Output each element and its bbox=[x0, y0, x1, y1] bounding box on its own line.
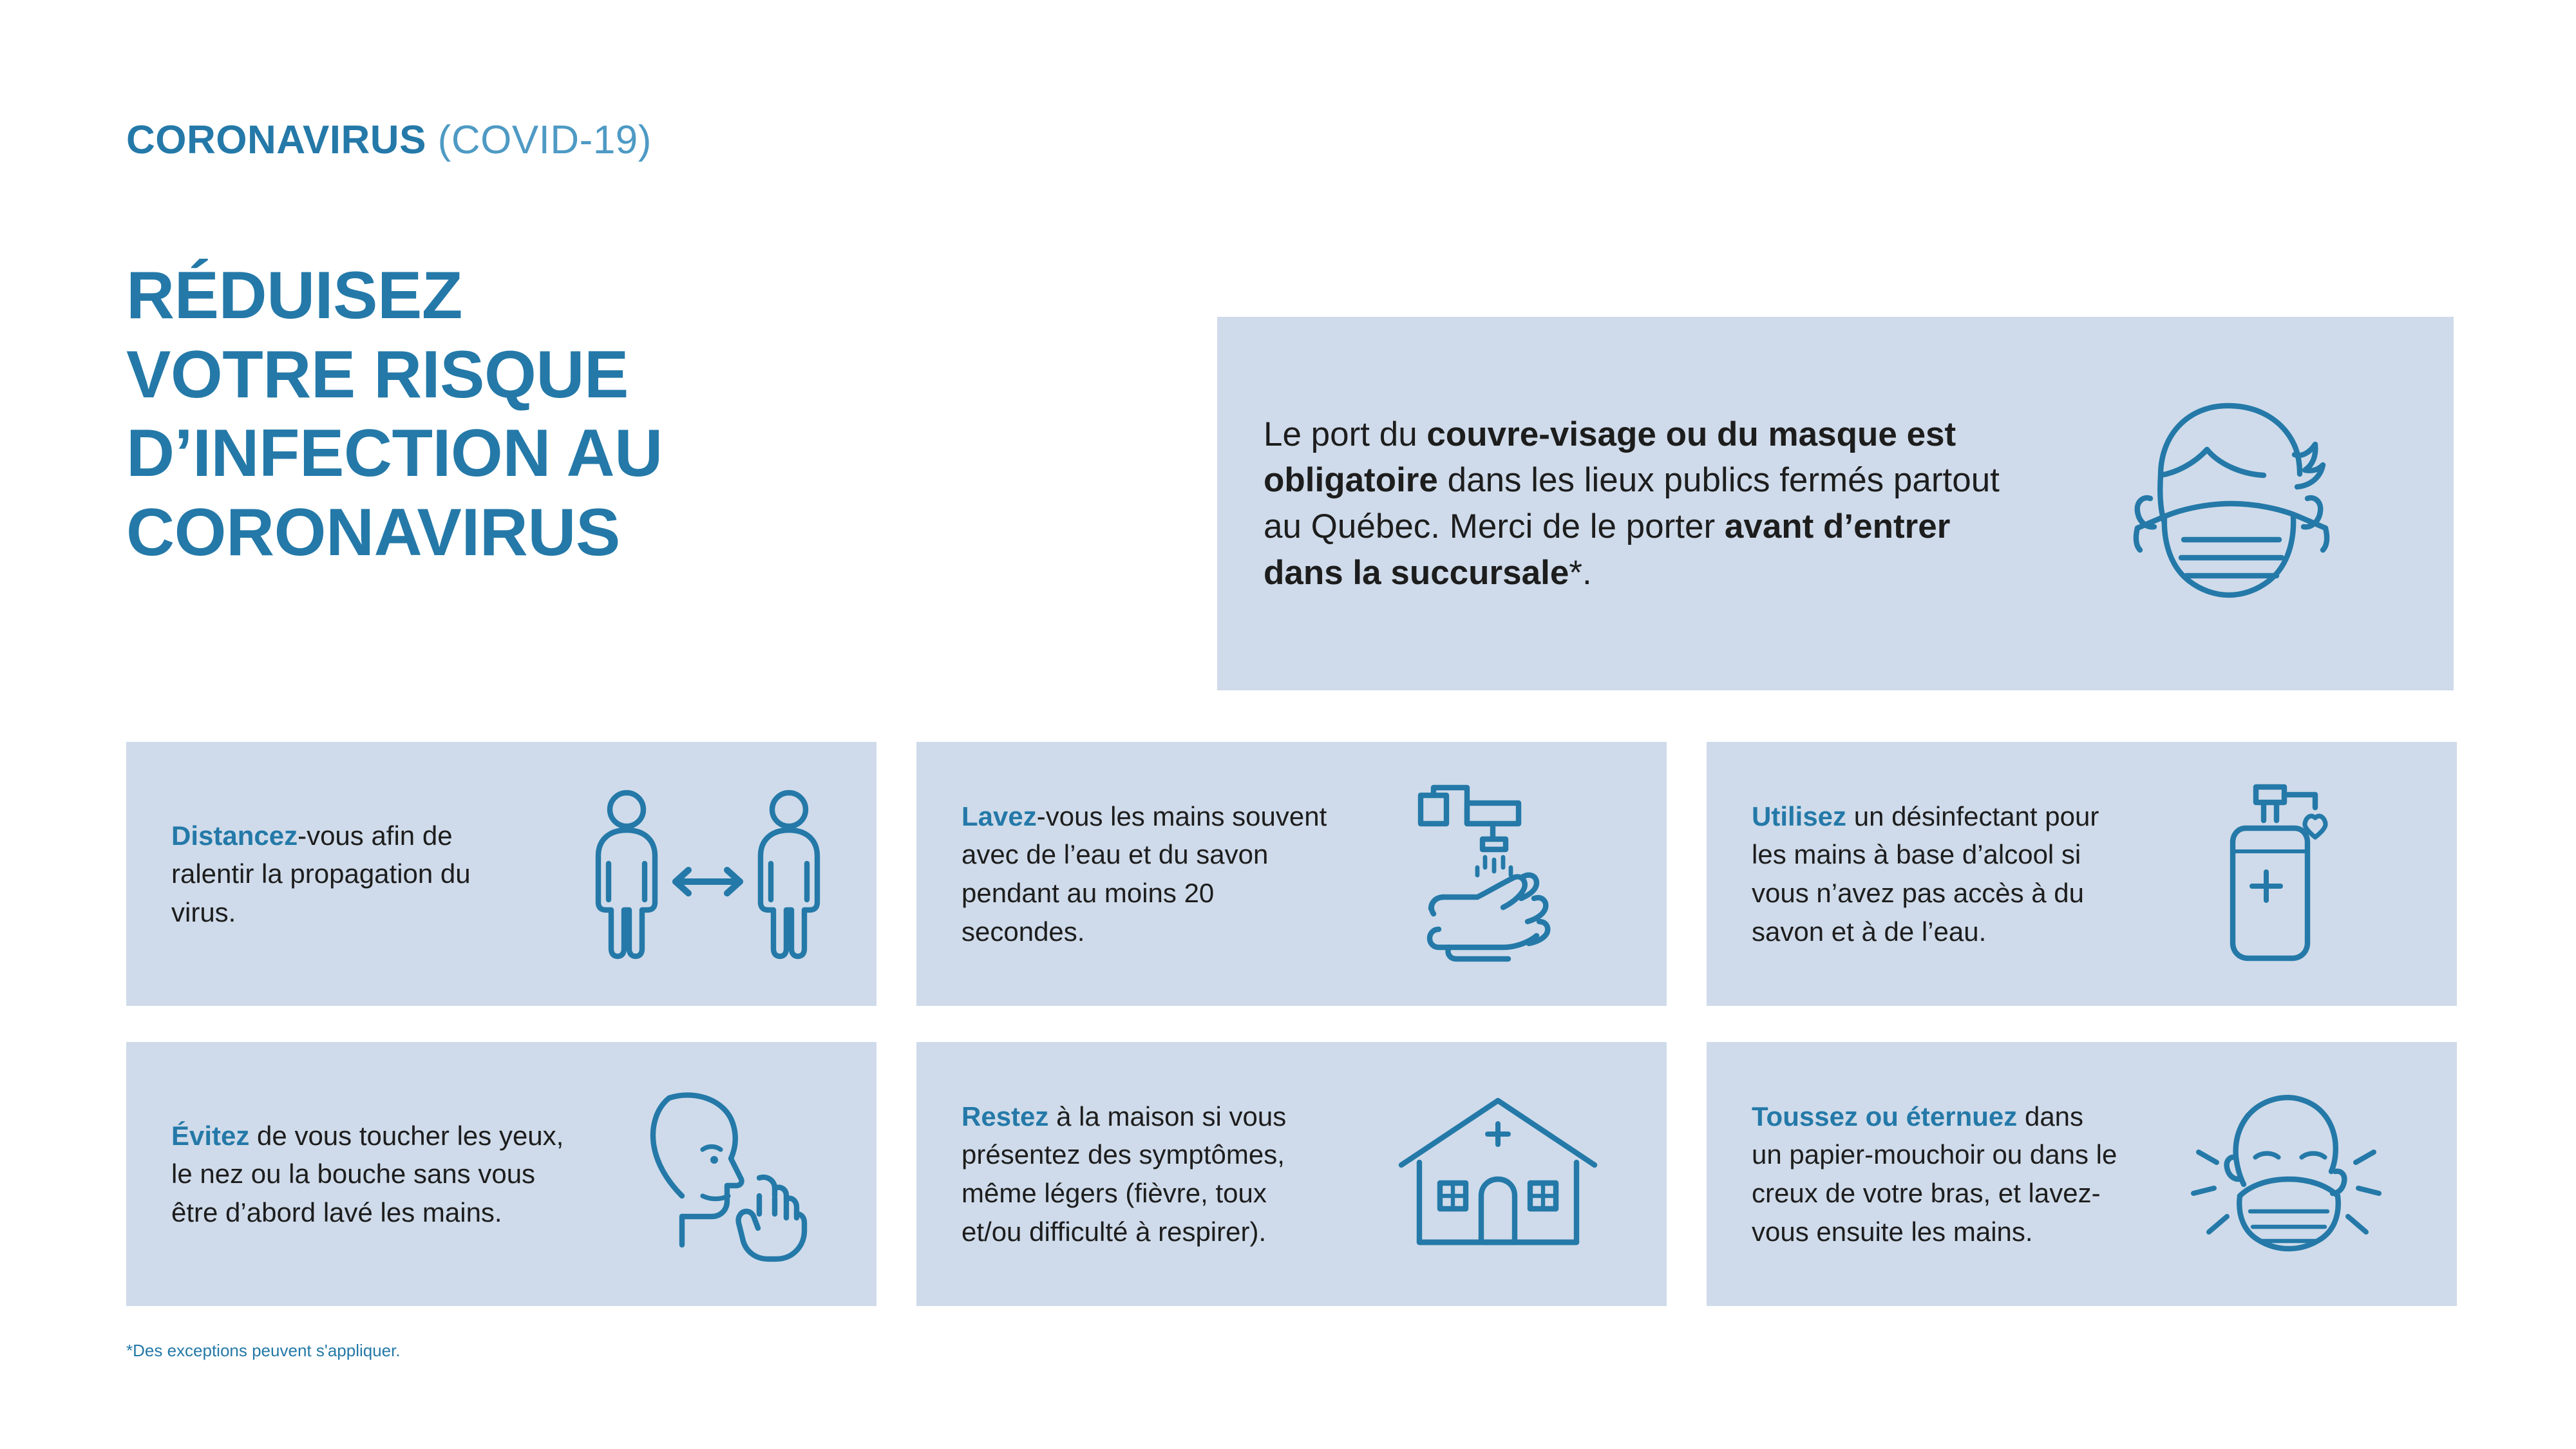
card-distancing-lead: Distancez bbox=[171, 820, 298, 851]
card-cough-sneeze-rest: dans un papier-mouchoir ou dans le creux de votre bras, et lavez-vous ensuite les mains. bbox=[1752, 1101, 2117, 1247]
sneeze-into-elbow-icon bbox=[2119, 1077, 2457, 1271]
handwashing-faucet-icon bbox=[1329, 777, 1667, 971]
face-touch-icon bbox=[577, 1077, 876, 1271]
page-title bbox=[126, 256, 663, 573]
card-cough-sneeze-lead: Toussez ou éternuez bbox=[1752, 1101, 2018, 1132]
card-stay-home-lead: Restez bbox=[961, 1101, 1049, 1132]
card-distancing-rest: -vous afin de ralentir la propagation du virus. bbox=[171, 820, 471, 927]
eyebrow-title bbox=[126, 117, 652, 163]
card-avoid-face-touch-lead: Évitez bbox=[171, 1120, 250, 1151]
card-avoid-face-touch-text bbox=[126, 1117, 577, 1232]
social-distancing-icon bbox=[538, 784, 876, 964]
card-sanitizer bbox=[1707, 742, 2457, 1006]
callout-text-part2: dans les lieux publics fermés partout au Québec. Merci de le porter bbox=[1264, 461, 2000, 545]
card-handwashing-rest: -vous les mains souvent avec de l’eau et du savon pendant au moins 20 secondes. bbox=[961, 800, 1327, 947]
card-row-2 bbox=[126, 1042, 2458, 1306]
callout-text-part3: *. bbox=[1569, 553, 1592, 592]
card-sanitizer-text bbox=[1707, 797, 2119, 951]
card-handwashing-text bbox=[916, 797, 1329, 951]
headline-line-1: RÉDUISEZ bbox=[126, 258, 462, 333]
card-distancing-text bbox=[126, 817, 538, 932]
card-sanitizer-lead: Utilisez bbox=[1752, 800, 1847, 831]
eyebrow-light: (COVID-19) bbox=[437, 118, 652, 162]
card-row-1 bbox=[126, 742, 2458, 1006]
headline-line-4: CORONAVIRUS bbox=[126, 495, 620, 571]
card-stay-home bbox=[916, 1042, 1667, 1306]
card-handwashing bbox=[916, 742, 1667, 1006]
masked-face-icon bbox=[2023, 375, 2454, 632]
mask-callout bbox=[1217, 317, 2454, 690]
card-distancing bbox=[126, 742, 876, 1006]
hand-sanitizer-bottle-icon bbox=[2119, 774, 2457, 974]
card-sanitizer-rest: un désinfectant pour les mains à base d’alcool si vous n’avez pas accès à du savon et à de l’eau. bbox=[1752, 800, 2099, 947]
card-handwashing-lead: Lavez bbox=[961, 800, 1037, 831]
card-avoid-face-touch-rest: de vous toucher les yeux, le nez ou la bouche sans vous être d’abord lavé les mains. bbox=[171, 1120, 564, 1227]
mask-callout-text bbox=[1264, 412, 2023, 596]
prevention-card-grid bbox=[126, 742, 2458, 1342]
card-stay-home-rest: à la maison si vous présentez des symptômes, même légers (fièvre, toux et/ou difficulté à respirer). bbox=[961, 1101, 1287, 1247]
callout-text-part1: Le port du bbox=[1264, 415, 1427, 453]
footnote: *Des exceptions peuvent s'appliquer. bbox=[126, 1341, 401, 1360]
callout-text-bold1: couvre-visage ou du masque est obligatoire bbox=[1264, 415, 1956, 500]
callout-text-bold2: avant d’entrer dans la succursale bbox=[1264, 507, 1951, 592]
eyebrow-bold: CORONAVIRUS bbox=[126, 118, 426, 162]
card-cough-sneeze-text bbox=[1707, 1097, 2119, 1251]
headline-line-3: D’INFECTION AU bbox=[126, 416, 663, 491]
house-icon bbox=[1329, 1090, 1667, 1258]
headline-line-2: VOTRE RISQUE bbox=[126, 337, 629, 412]
card-avoid-face-touch bbox=[126, 1042, 876, 1306]
card-cough-sneeze bbox=[1707, 1042, 2457, 1306]
card-stay-home-text bbox=[916, 1097, 1329, 1251]
